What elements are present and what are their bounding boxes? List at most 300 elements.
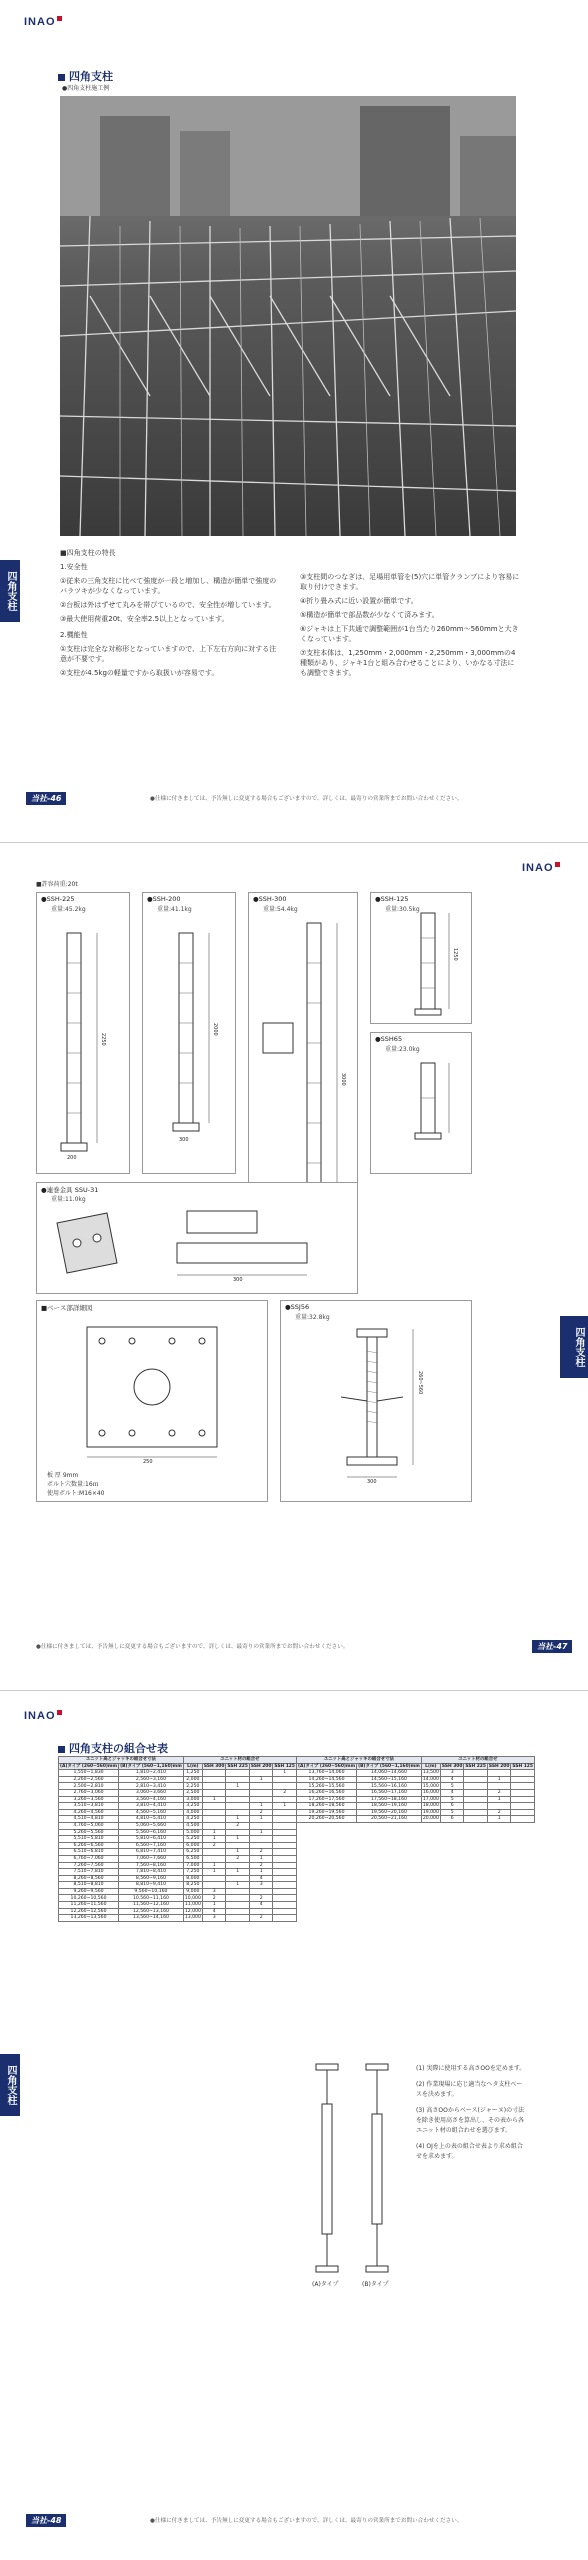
page-47 [0, 846, 588, 1686]
table-cell: 17,260~17,560 [297, 1796, 357, 1803]
table-cell: 2 [202, 1895, 226, 1902]
panel-label: ●SSH-225 [41, 895, 75, 903]
table-cell: 3,260~3,560 [59, 1796, 119, 1803]
table-cell: 8,250 [183, 1882, 202, 1889]
table-cell: 11,000 [184, 1902, 201, 1908]
table-cell [273, 1829, 297, 1836]
table-cell: 13,560~14,160 [119, 1915, 184, 1922]
table-cell [511, 1816, 535, 1823]
table-cell [464, 1783, 488, 1790]
table-cell: 19,260~19,560 [297, 1809, 357, 1816]
table-cell [511, 1770, 535, 1777]
table-cell [249, 1783, 273, 1790]
table-cell: 12,260~12,560 [59, 1908, 119, 1915]
table-cell: 1 [226, 1849, 250, 1856]
table-cell [249, 1888, 273, 1895]
connector-title: ●連巻金具 SSU-31 [41, 1186, 99, 1194]
table-cell: 4 [440, 1776, 464, 1783]
table-cell: 7,250 [183, 1869, 202, 1876]
table-cell [464, 1796, 488, 1803]
table-cell [273, 1776, 297, 1783]
base-spec-2: ボルト穴数量:16ｍ [47, 1481, 99, 1488]
col-unit-1: SSH 300 [441, 1763, 463, 1769]
table-cell [273, 1849, 297, 1856]
panel-base-detail [36, 1300, 268, 1502]
table-cell [273, 1855, 297, 1862]
type-b-label: (B)タイプ [362, 2281, 389, 2288]
features-left [60, 562, 280, 678]
table-cell: 3,560~4,160 [119, 1796, 184, 1803]
table-cell: 15,000 [422, 1783, 439, 1789]
table-row [297, 1770, 535, 1777]
table-cell: 2 [487, 1789, 511, 1796]
table-cell [273, 1783, 297, 1790]
table-cell: 20,000 [422, 1816, 439, 1822]
table-cell: 5 [440, 1809, 464, 1816]
table-cell: 1 [202, 1836, 226, 1843]
title-square-icon [58, 74, 65, 81]
table-cell: 1 [249, 1855, 273, 1862]
table-cell [273, 1816, 297, 1823]
table-cell: 16,260~16,560 [297, 1789, 357, 1796]
base-spec-3: 使用ボルト:M16×40 [47, 1490, 105, 1497]
table-cell: 1 [226, 1836, 250, 1843]
table-cell: 3,250 [183, 1803, 202, 1810]
table-row [59, 1862, 297, 1869]
page-divider-2 [0, 1690, 588, 1691]
combo-table-left [58, 1756, 297, 1922]
table-cell [226, 1842, 250, 1849]
col-unit-1: SSH 300 [203, 1763, 225, 1769]
table-cell: 2,760~3,060 [59, 1789, 119, 1796]
head-right: ユニット材の組合せ [421, 1757, 534, 1764]
notes [416, 2064, 526, 2162]
dim-200-a: 200 [67, 1155, 77, 1161]
table-cell: 3 [440, 1770, 464, 1777]
table-cell: 5 [440, 1796, 464, 1803]
table-cell: 1 [249, 1829, 273, 1836]
table-cell: 1 [202, 1862, 226, 1869]
table-cell: 9,260~9,560 [59, 1888, 119, 1895]
table-cell: 1 [226, 1816, 250, 1823]
table-cell: 2 [249, 1895, 273, 1902]
table-row [297, 1796, 535, 1803]
table-cell [273, 1908, 297, 1915]
table-cell [273, 1888, 297, 1895]
head-right: ユニット材の組合せ [183, 1757, 296, 1764]
table-cell [226, 1789, 250, 1796]
panel-weight: 重量:45.2kg [51, 906, 86, 913]
table-cell: 14,560~15,160 [357, 1776, 422, 1783]
side-tab-left: 四角支柱 [0, 560, 20, 622]
table-cell [273, 1895, 297, 1902]
table-body-right [297, 1770, 535, 1823]
panel-ssh-200 [142, 892, 236, 1174]
table-cell: 19,560~20,160 [357, 1809, 422, 1816]
jack-label: ●SSJ56 [285, 1303, 310, 1311]
page-46 [0, 0, 588, 840]
table-cell: 2,250 [183, 1783, 202, 1790]
table-cell: 6,500 [183, 1855, 202, 1862]
table-cell [249, 1796, 273, 1803]
table-cell: 4,510~4,810 [59, 1816, 119, 1823]
table-row [59, 1842, 297, 1849]
table-cell [464, 1776, 488, 1783]
table-cell [202, 1875, 226, 1882]
table-cell: 1 [249, 1816, 273, 1823]
table-row [59, 1902, 297, 1909]
table-cell [226, 1776, 250, 1783]
table-cell: 18,260~18,560 [297, 1803, 357, 1810]
features-right [300, 572, 520, 678]
table-cell [273, 1836, 297, 1843]
photo-caption: ●四角支柱施工例 [62, 85, 110, 92]
table-cell: 6,250 [183, 1849, 202, 1856]
panel-label: ●SSH-125 [375, 895, 409, 903]
table-cell [464, 1803, 488, 1810]
table-cell: 16,560~17,160 [357, 1789, 422, 1796]
table-cell: 20,560~21,160 [357, 1816, 422, 1823]
table-cell: 14,060~14,660 [357, 1770, 422, 1777]
inao-logo-3: INAO [24, 1710, 62, 1722]
inao-logo-2: INAO [522, 862, 560, 874]
table-cell: 4,000 [183, 1809, 202, 1816]
table-cell [273, 1875, 297, 1882]
table-cell: 4 [249, 1875, 273, 1882]
table-cell [273, 1882, 297, 1889]
table-cell [202, 1776, 226, 1783]
type-a-label: (A)タイプ [312, 2281, 339, 2288]
table-cell [226, 1829, 250, 1836]
table-cell: 1 [202, 1902, 226, 1909]
table-cell [511, 1796, 535, 1803]
table-cell [202, 1789, 226, 1796]
col-a: (A)タイプ (260~560)mm [298, 1763, 356, 1769]
table-cell: 1 [487, 1816, 511, 1823]
dim-jack: 260~560 [417, 1371, 423, 1395]
panel-label: ●SSH-200 [147, 895, 181, 903]
dim-225: 2250 [100, 1033, 106, 1046]
table-cell [202, 1822, 226, 1829]
table-cell: 7,510~7,810 [59, 1869, 119, 1876]
table-cell: 6,560~7,160 [119, 1842, 184, 1849]
table-cell: 6,260~6,560 [59, 1842, 119, 1849]
table-row [59, 1895, 297, 1902]
table-cell [226, 1908, 250, 1915]
dim-125: 1250 [452, 948, 458, 961]
table-cell: 3,000 [183, 1796, 202, 1803]
function-item-6: ⑥ジャキは上下共通で調整範囲が1台当たり260mm～560mmと大きくなっています。 [300, 625, 519, 643]
table-row [59, 1796, 297, 1803]
function-item-4: ④折り畳み式に近い設置が簡単です。 [300, 597, 418, 605]
table-cell [511, 1809, 535, 1816]
combo-title: 四角支柱の組合せ表 [58, 1740, 168, 1756]
inao-logo: INAO [24, 16, 62, 28]
table-row [59, 1789, 297, 1796]
dim-200: 2000 [212, 1023, 218, 1036]
dim-300: 3000 [340, 1073, 346, 1086]
page-number-48: 当社-48 [26, 2514, 66, 2527]
page-number-46: 当社-46 [26, 792, 66, 805]
table-row [59, 1908, 297, 1915]
table-cell: 1 [487, 1796, 511, 1803]
table-row [59, 1803, 297, 1810]
construction-photo [60, 96, 516, 536]
table-cell: 2,810~3,410 [119, 1783, 184, 1790]
table-row [59, 1809, 297, 1816]
type-diagrams [300, 2054, 410, 2294]
table-row [297, 1789, 535, 1796]
table-cell: 5,560~6,160 [119, 1829, 184, 1836]
table-cell: 5,250 [183, 1836, 202, 1843]
table-cell: 2 [202, 1842, 226, 1849]
col-unit-3: SSH 200 [250, 1763, 272, 1769]
function-item-7: ⑦支柱本体は、1,250mm・2,000mm・2,250mm・3,000mmの4種類があり、ジャキ1台と組み合わせることにより、いかなる寸法にも調整できます。 [300, 649, 516, 677]
head-left: ユニット高とジャッキの組合せ寸法 [297, 1757, 422, 1764]
table-cell: 2 [226, 1822, 250, 1829]
table-cell: 5,810~6,410 [119, 1836, 184, 1843]
table-cell [273, 1902, 297, 1909]
features-heading: ■四角支柱の特長 [60, 549, 116, 557]
table-cell: 2 [273, 1789, 297, 1796]
table-row [59, 1816, 297, 1823]
sub-heading-safety: 1.安全性 [60, 563, 88, 571]
table-row [59, 1829, 297, 1836]
table-cell [202, 1803, 226, 1810]
table-cell [511, 1789, 535, 1796]
table-row [59, 1888, 297, 1895]
table-cell: 4,260~4,560 [59, 1809, 119, 1816]
table-cell: 16,000 [422, 1790, 439, 1796]
table-row [59, 1855, 297, 1862]
table-cell: 2,500~2,810 [59, 1783, 119, 1790]
table-cell [249, 1842, 273, 1849]
table-cell: 11,260~11,560 [59, 1902, 119, 1909]
combo-table-right [296, 1756, 535, 1823]
table-cell [487, 1803, 511, 1810]
table-cell: 1 [202, 1869, 226, 1876]
table-row [297, 1809, 535, 1816]
panel-ssh-125 [370, 892, 472, 1024]
table-cell: 1 [202, 1796, 226, 1803]
table-cell: 13,260~13,560 [59, 1915, 119, 1922]
table-cell: 5,260~5,560 [59, 1829, 119, 1836]
col-b: (B)タイプ (560~1,160)mm [120, 1763, 182, 1769]
table-cell: 1 [226, 1882, 250, 1889]
table-cell: 2 [249, 1849, 273, 1856]
table-cell [226, 1796, 250, 1803]
col-unit-2: SSH 225 [465, 1763, 486, 1769]
table-row [297, 1783, 535, 1790]
table-cell: 12,560~13,160 [119, 1908, 184, 1915]
table-cell [511, 1803, 535, 1810]
page-title: 四角支柱 [58, 68, 113, 84]
table-cell: 10,560~11,160 [119, 1895, 184, 1902]
table-cell: 2,260~2,560 [59, 1776, 119, 1783]
table-cell: 13,000 [184, 1915, 201, 1921]
table-cell [273, 1869, 297, 1876]
table-cell: 2 [249, 1809, 273, 1816]
footnote-47: ●仕様に付きましては、予告無しに変更する場合もございますので、詳しくは、最寄りの営業所までお問い合わせください。 [36, 1644, 349, 1650]
side-tab-right: 四角支柱 [560, 1316, 588, 1378]
function-item-1: ①支柱は完全な対称形となっていますので、上下左右方向に対する注意が不要です。 [60, 645, 277, 663]
table-cell: 4 [202, 1908, 226, 1915]
table-cell: 5,000 [183, 1829, 202, 1836]
table-cell: 8,510~8,810 [59, 1882, 119, 1889]
dim-300-a: 300 [179, 1137, 189, 1143]
table-cell [202, 1770, 226, 1777]
table-cell: 5 [440, 1783, 464, 1790]
table-cell [202, 1809, 226, 1816]
table-cell [464, 1770, 488, 1777]
safety-item-2: ②台板は外はずせて丸みを帯びているので、安全性が増しています。 [60, 601, 276, 609]
table-cell: 14,000 [422, 1776, 439, 1782]
table-cell: 1,250 [183, 1770, 202, 1777]
col-b: (B)タイプ (560~1,160)mm [358, 1763, 420, 1769]
table-cell: 4,560~5,160 [119, 1809, 184, 1816]
table-cell [202, 1855, 226, 1862]
table-cell [202, 1849, 226, 1856]
table-cell: 1 [273, 1770, 297, 1777]
page-48 [0, 1694, 588, 2560]
table-cell: 15,560~16,160 [357, 1783, 422, 1790]
side-tab-left-2: 四角支柱 [0, 2054, 20, 2116]
table-cell: 10,000 [184, 1895, 201, 1901]
table-cell: 2 [249, 1915, 273, 1922]
table-cell: 1 [202, 1829, 226, 1836]
panel-weight: 重量:41.1kg [157, 906, 192, 913]
table-cell [273, 1842, 297, 1849]
table-cell: 1 [273, 1803, 297, 1810]
table-cell: 6,510~6,810 [59, 1849, 119, 1856]
table-cell: 1,550~1,830 [59, 1770, 119, 1777]
table-cell: 9,000 [183, 1888, 202, 1895]
table-cell [202, 1816, 226, 1823]
table-cell: 8,560~9,160 [119, 1875, 184, 1882]
table-cell: 13,500 [422, 1770, 439, 1776]
connector-weight: 重量:11.0kg [51, 1196, 86, 1203]
table-row [59, 1776, 297, 1783]
table-row [59, 1875, 297, 1882]
table-cell [226, 1902, 250, 1909]
table-cell [487, 1783, 511, 1790]
table-row [59, 1836, 297, 1843]
table-cell: 3 [202, 1915, 226, 1922]
table-cell: 8,810~9,410 [119, 1882, 184, 1889]
table-cell: 7,000 [183, 1862, 202, 1869]
table-cell [249, 1836, 273, 1843]
table-cell: 14,260~14,560 [297, 1776, 357, 1783]
table-cell [273, 1796, 297, 1803]
table-cell: 11,560~12,160 [119, 1902, 184, 1909]
table-cell [226, 1862, 250, 1869]
safety-item-3: ③最大使用荷重20t、安全率2.5以上となっています。 [60, 615, 229, 623]
table-cell: 10,260~10,560 [59, 1895, 119, 1902]
panel-weight: 重量:23.0kg [385, 1046, 420, 1053]
table-cell [226, 1770, 250, 1777]
table-row [297, 1776, 535, 1783]
table-cell: 6,760~7,060 [59, 1855, 119, 1862]
table-cell: 1 [249, 1869, 273, 1876]
function-item-2: ②支柱が4.5kgの軽量ですから取扱いが容易です。 [60, 669, 219, 677]
panel-weight: 重量:54.4kg [263, 906, 298, 913]
panel-jack [280, 1300, 472, 1502]
table-cell: 12,000 [184, 1908, 201, 1914]
table-cell: 4 [249, 1902, 273, 1909]
table-cell: 8,260~8,560 [59, 1875, 119, 1882]
table-cell: 18,000 [422, 1803, 439, 1809]
table-cell: 2 [249, 1862, 273, 1869]
table-cell [487, 1770, 511, 1777]
table-cell: 9,560~10,160 [119, 1888, 184, 1895]
footnote-48: ●仕様に付きましては、予告無しに変更する場合もございますので、詳しくは、最寄りの営業所までお問い合わせください。 [150, 2518, 463, 2524]
table-cell [464, 1816, 488, 1823]
note-2: (2) 作業現場に応じ適当なヘタ支柱ベースを決めます。 [416, 2081, 523, 2098]
table-cell: 18,560~19,160 [357, 1803, 422, 1810]
note-3: (3) 高さOOからベース(ジャーヌ)の寸法を除き使用高さを算出し、その表から各ユニット材の組合わせを選びます。 [416, 2107, 525, 2134]
dim-250: 250 [143, 1459, 153, 1465]
panel-label: ●SSH-300 [253, 895, 287, 903]
table-cell [249, 1770, 273, 1777]
page-divider-1 [0, 842, 588, 843]
base-spec-1: 板 厚 9mm [47, 1472, 79, 1479]
function-item-5: ⑤構造が簡単で部品数が少なくて済みます。 [300, 611, 439, 619]
table-cell: 3,510~3,810 [59, 1803, 119, 1810]
table-cell [202, 1783, 226, 1790]
table-cell: 17,560~18,160 [357, 1796, 422, 1803]
table-cell: 7,810~8,410 [119, 1869, 184, 1876]
table-cell [226, 1809, 250, 1816]
safety-item-1: ①従来の三角支柱に比べて強度が一段と増加し、構造が簡単で強度のバラツキが少なくなっています。 [60, 577, 277, 595]
table-cell: 2 [226, 1855, 250, 1862]
table-cell: 3,060~3,660 [119, 1789, 184, 1796]
table-cell [249, 1908, 273, 1915]
table-cell: 13,760~14,060 [297, 1770, 357, 1777]
table-cell [273, 1822, 297, 1829]
note-1: (1) 実際に使用する高さOOを定めます。 [416, 2065, 526, 2072]
load-heading: ■許容荷重:20t [36, 881, 78, 888]
table-row [59, 1849, 297, 1856]
table-cell [273, 1915, 297, 1922]
table-cell: 2 [487, 1809, 511, 1816]
table-cell [273, 1862, 297, 1869]
table-cell: 17,000 [422, 1796, 439, 1802]
table-cell: 1 [226, 1783, 250, 1790]
col-l: L(m) [183, 1763, 202, 1770]
col-unit-4: SSH 125 [512, 1763, 533, 1769]
table-cell: 7,560~8,160 [119, 1862, 184, 1869]
table-cell: 7,260~7,560 [59, 1862, 119, 1869]
table-cell: 4 [440, 1789, 464, 1796]
table-cell [202, 1882, 226, 1889]
panel-connector [36, 1182, 358, 1294]
table-cell: 6,810~7,410 [119, 1849, 184, 1856]
table-cell [226, 1803, 250, 1810]
table-row [59, 1869, 297, 1876]
jack-weight: 重量:32.8kg [295, 1314, 330, 1321]
table-row [59, 1882, 297, 1889]
table-cell: 20,260~20,560 [297, 1816, 357, 1823]
table-cell [511, 1776, 535, 1783]
table-cell: 8,000 [183, 1875, 202, 1882]
table-cell: 3,810~4,410 [119, 1803, 184, 1810]
title-square-icon [58, 1746, 65, 1753]
table-cell: 7,060~7,660 [119, 1855, 184, 1862]
table-cell [226, 1895, 250, 1902]
note-4: (4) OJを上の表の組合せ表より求め組合せを求めます。 [416, 2143, 523, 2160]
panel-ssh65 [370, 1032, 472, 1174]
table-cell: 6 [440, 1816, 464, 1823]
